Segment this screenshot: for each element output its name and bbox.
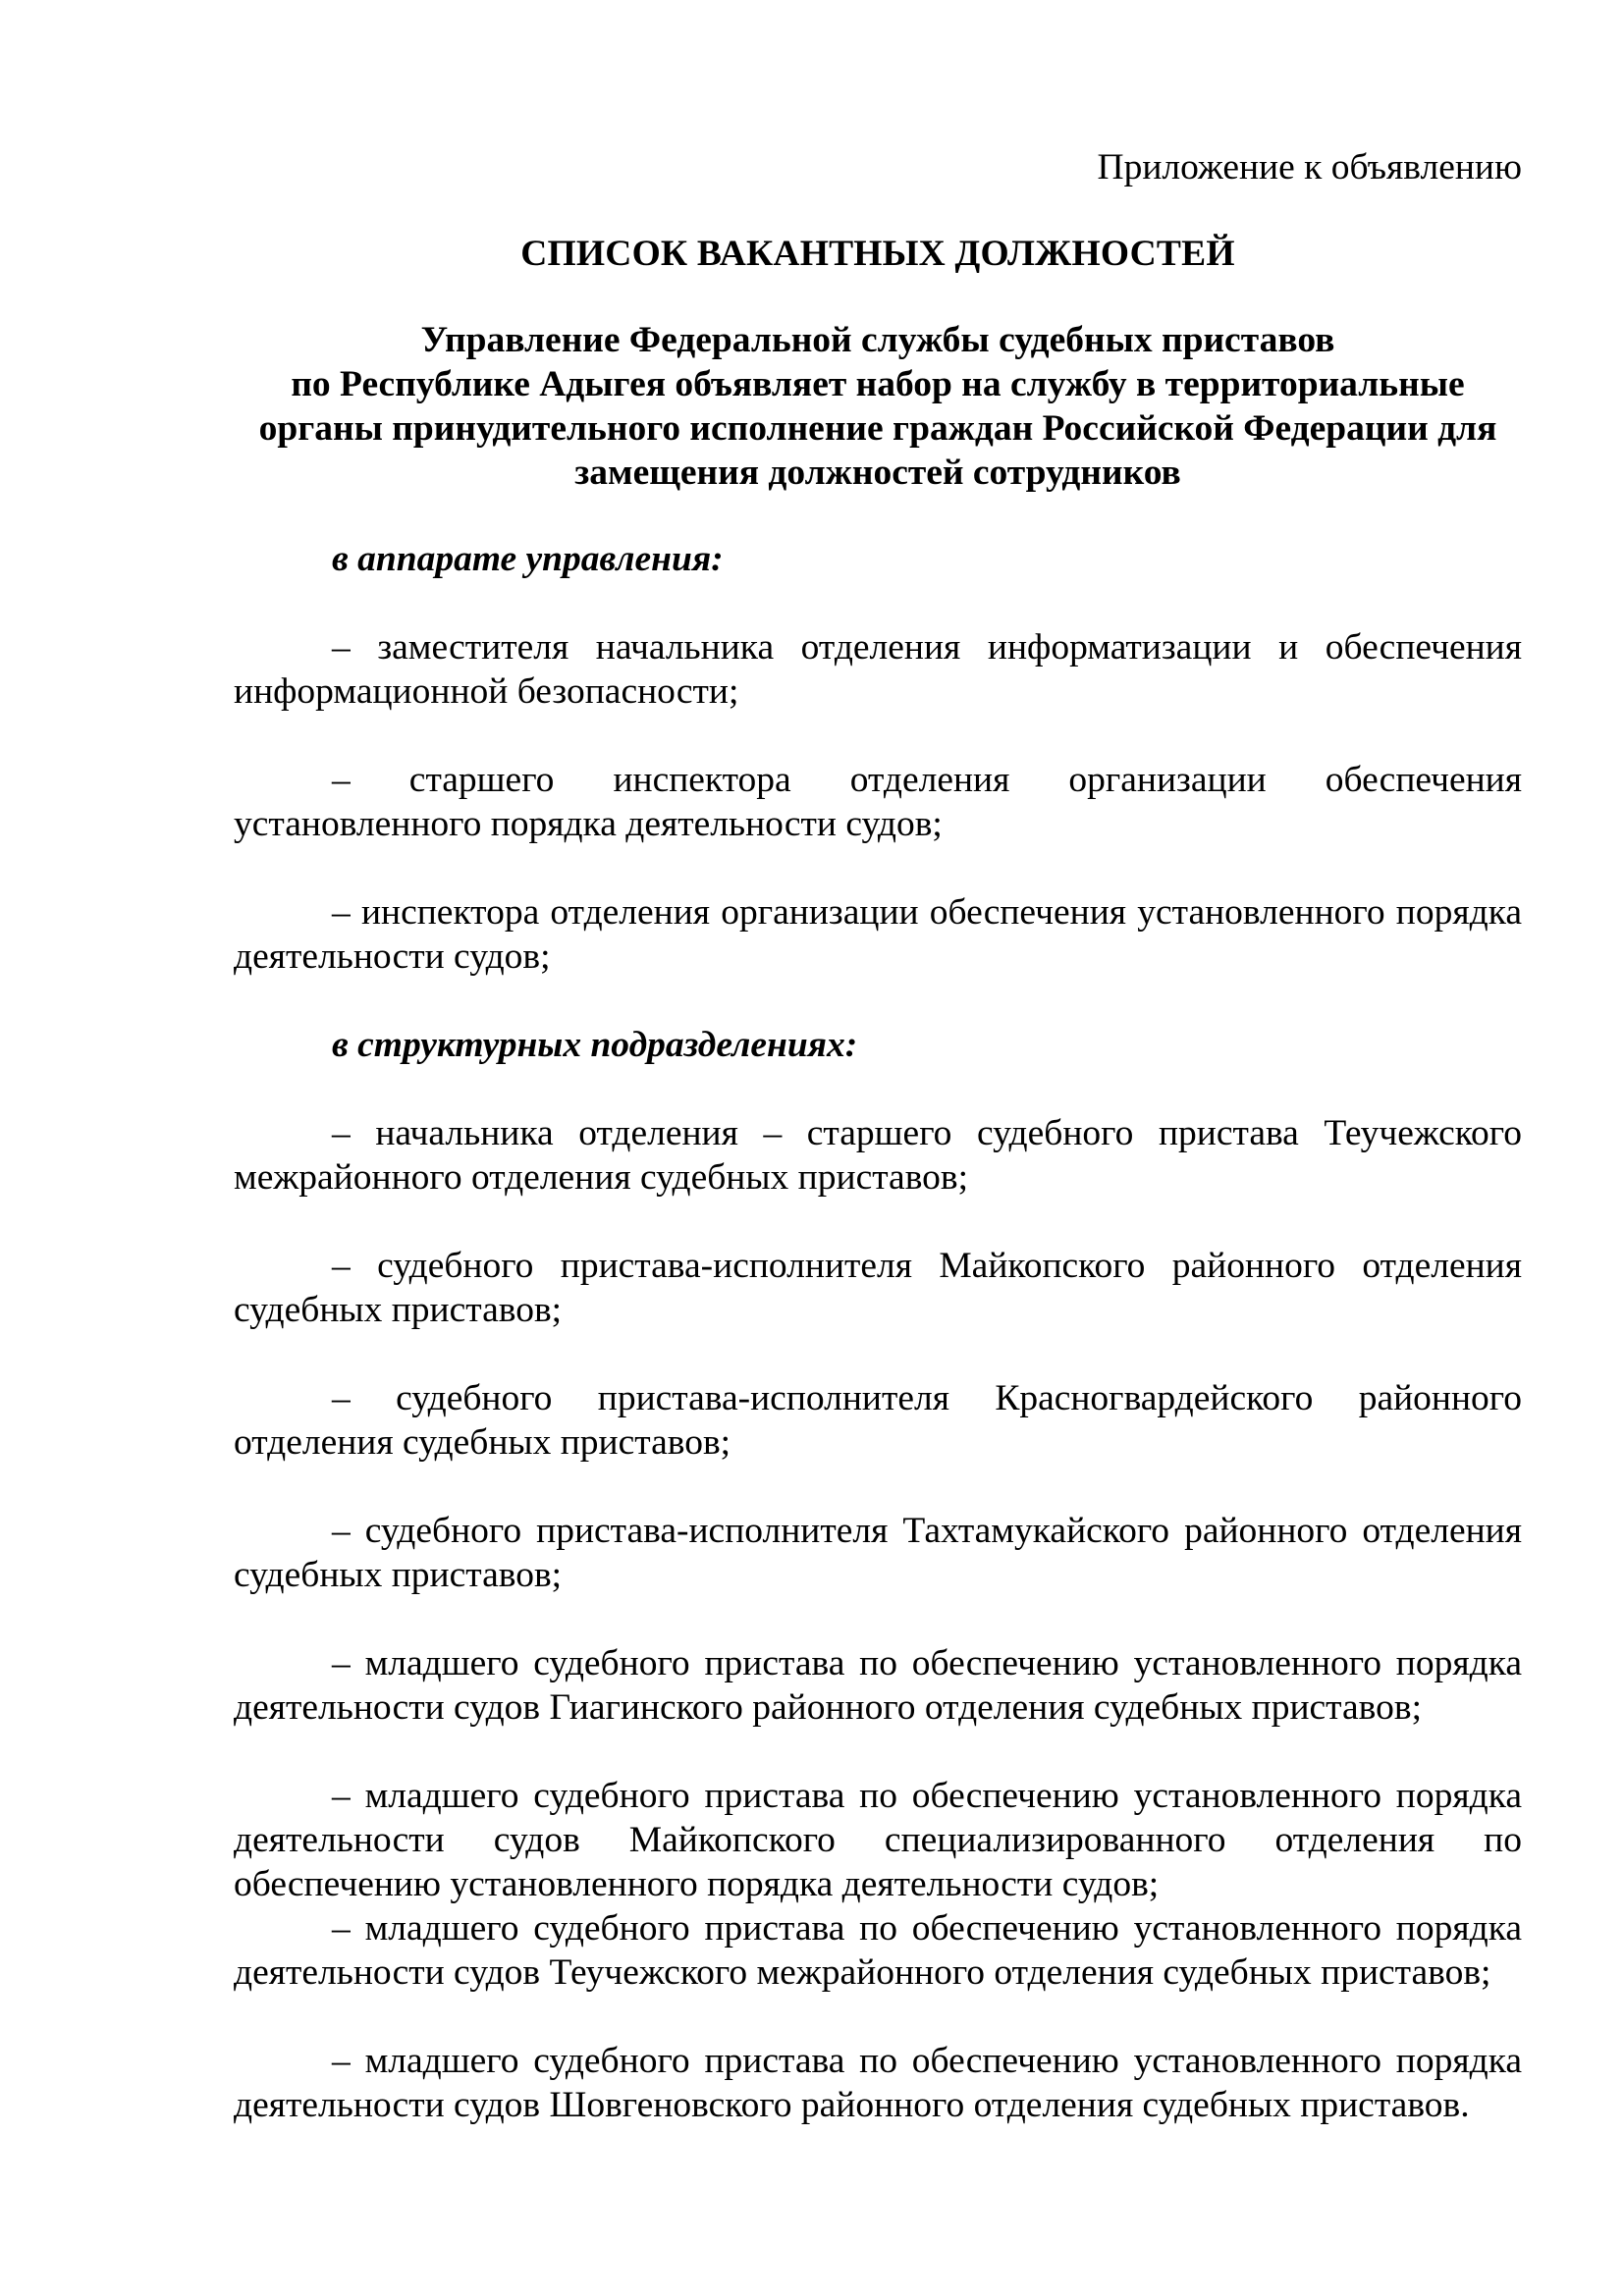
heading-line: замещения должностей сотрудников: [574, 453, 1181, 493]
vacancy-item: – младшего судебного пристава по обеспечению установленного порядка деятельности судов Теучежского межрайонного отделения судебных приставов;: [234, 1908, 1522, 1993]
heading-line: по Республике Адыгея объявляет набор на службу в территориальные: [291, 364, 1465, 404]
vacancy-item: – судебного пристава-исполнителя Тахтамукайского районного отделения судебных приставов;: [234, 1511, 1522, 1595]
vacancy-item: – судебного пристава-исполнителя Майкопского районного отделения судебных приставов;: [234, 1246, 1522, 1330]
vacancy-item: – старшего инспектора отделения организации обеспечения установленного порядка деятельности судов;: [234, 760, 1522, 844]
vacancy-list: [234, 1111, 1522, 2127]
vacancy-item: – младшего судебного пристава по обеспечению установленного порядка деятельности судов Гиагинского районного отделения судебных приставов;: [234, 1643, 1522, 1728]
heading-line: Управление Федеральной службы судебных приставов: [420, 320, 1335, 360]
announcement-heading: [234, 318, 1522, 495]
vacancy-item: – младшего судебного пристава по обеспечению установленного порядка деятельности судов Майкопского специализированного отделения по обеспечению установленного порядка деятельности судов;: [234, 1776, 1522, 1904]
section-title: в аппарате управления:: [332, 539, 724, 579]
section-structural-units: [234, 1023, 1522, 2127]
vacancy-item: – заместителя начальника отделения информатизации и обеспечения информационной безопасности;: [234, 627, 1522, 712]
vacancy-item: – инспектора отделения организации обеспечения установленного порядка деятельности судов;: [234, 892, 1522, 977]
section-title: в структурных подразделениях:: [332, 1025, 858, 1065]
vacancy-item: – начальника отделения – старшего судебного пристава Теучежского межрайонного отделения судебных приставов;: [234, 1113, 1522, 1198]
vacancy-item: – младшего судебного пристава по обеспечению установленного порядка деятельности судов Шовгеновского районного отделения судебных приставов.: [234, 2041, 1522, 2125]
document-title: СПИСОК ВАКАНТНЫХ ДОЛЖНОСТЕЙ: [520, 234, 1235, 274]
heading-line: органы принудительного исполнение граждан Российской Федерации для: [258, 408, 1497, 449]
section-management: [234, 537, 1522, 979]
vacancy-list: [234, 625, 1522, 979]
document-page: [234, 145, 1522, 2127]
vacancy-item: – судебного пристава-исполнителя Красногвардейского районного отделения судебных приставов;: [234, 1378, 1522, 1463]
annex-label: Приложение к объявлению: [1097, 147, 1522, 187]
